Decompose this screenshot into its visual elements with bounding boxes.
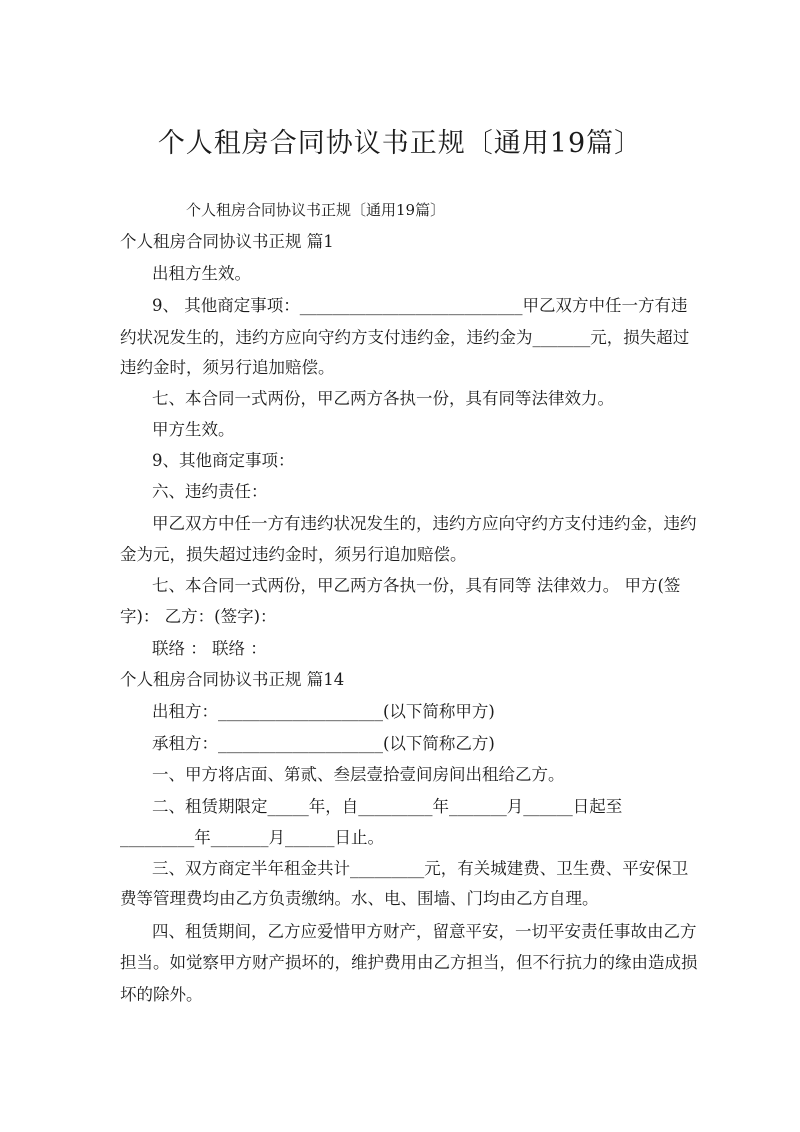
paragraph-line: 七、本合同一式两份，甲乙两方各执一份，具有同等法律效力。: [152, 389, 614, 408]
paragraph-line: 二、租赁期限定_____年，自_________年_______月______日起至: [152, 797, 623, 816]
document-subtitle: 个人租房合同协议书正规〔通用19篇〕: [186, 201, 446, 219]
paragraph-line: 金为元，损失超过违约金时，须另行追加赔偿。: [120, 545, 467, 564]
paragraph-line: 联络 ： 联络 ：: [152, 639, 267, 658]
paragraph-line: _________年_______月______日止。: [120, 828, 384, 847]
paragraph-line: 甲方生效。: [152, 420, 235, 439]
paragraph-line: 七、本合同一式两份，甲乙两方各执一份，具有同等 法律效力。 甲方(签: [152, 576, 681, 595]
paragraph-line: 承租方：____________________(以下简称乙方): [152, 734, 495, 753]
paragraph-line: 一、甲方将店面、第贰、叁层壹拾壹间房间出租给乙方。: [152, 765, 565, 784]
section-heading-1: 个人租房合同协议书正规 篇1: [120, 232, 334, 251]
paragraph-line: 约状况发生的，违约方应向守约方支付违约金，违约金为_______元，损失超过: [120, 328, 690, 347]
paragraph-line: 违约金时，须另行追加赔偿。: [120, 358, 335, 377]
paragraph-line: 出租方生效。: [152, 264, 251, 283]
paragraph-line: 出租方：____________________(以下简称甲方): [152, 702, 495, 721]
paragraph-line: 费等管理费均由乙方负责缴纳。水、电、围墙、门均由乙方自理。: [120, 889, 599, 908]
document-title: 个人租房合同协议书正规〔通用19篇〕: [157, 128, 643, 159]
section-heading-14: 个人租房合同协议书正规 篇14: [120, 670, 345, 689]
paragraph-line: 三、双方商定半年租金共计_________元，有关城建费、卫生费、平安保卫: [152, 859, 689, 878]
paragraph-line: 字)： 乙方：(签字)：: [120, 607, 277, 626]
paragraph-line: 四、租赁期间，乙方应爱惜甲方财产，留意平安，一切平安责任事故由乙方: [152, 922, 697, 941]
paragraph-line: 六、违约责任：: [152, 482, 268, 501]
paragraph-line: 9、 其他商定事项：___________________________甲乙双方中任一方有违: [152, 296, 688, 315]
paragraph-line: 坏的除外。: [120, 985, 203, 1004]
paragraph-line: 9、其他商定事项：: [152, 451, 295, 470]
paragraph-line: 担当。如觉察甲方财产损坏的，维护费用由乙方担当，但不行抗力的缘由造成损: [120, 953, 698, 972]
paragraph-line: 甲乙双方中任一方有违约状况发生的，违约方应向守约方支付违约金，违约: [152, 514, 697, 533]
